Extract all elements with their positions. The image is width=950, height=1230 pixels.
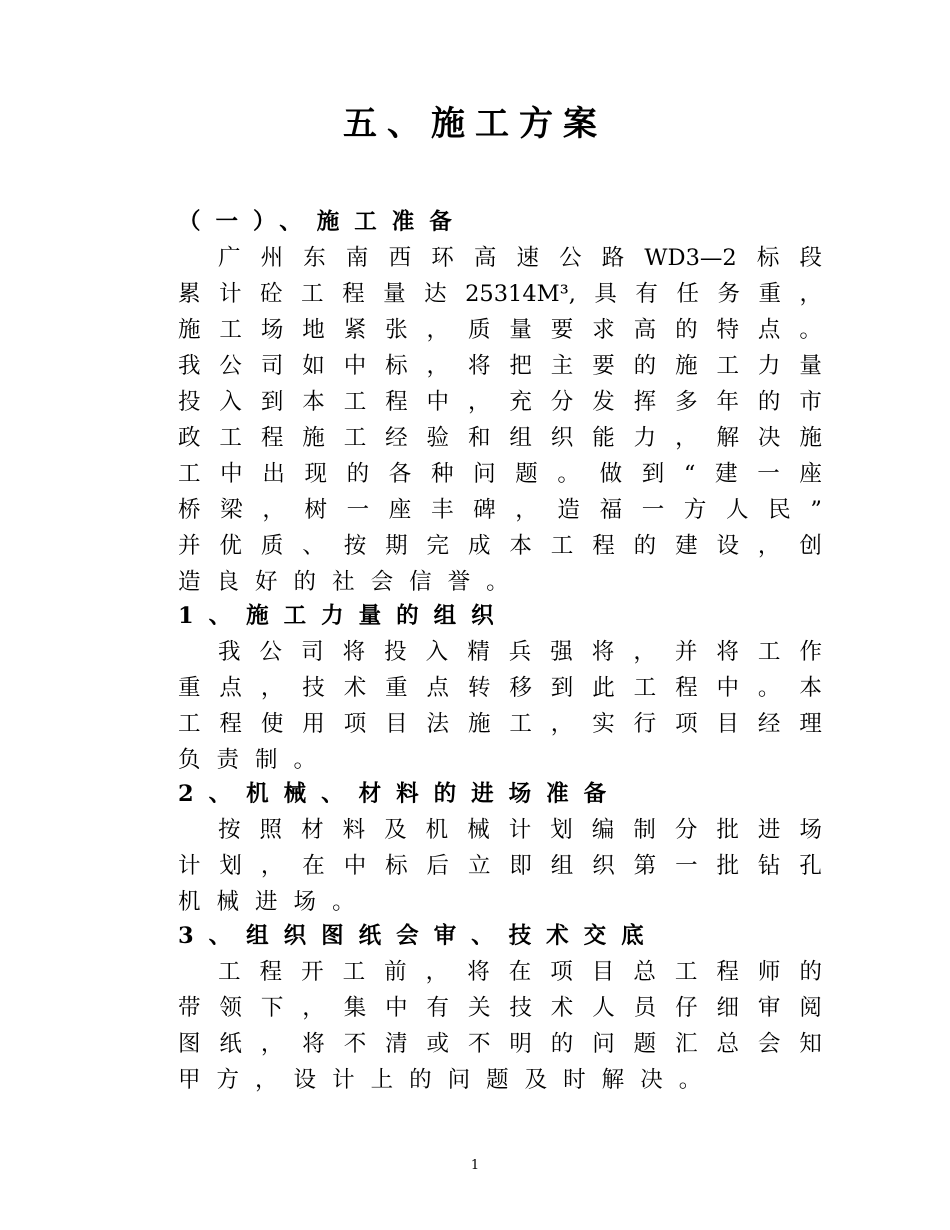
body-line: 甲 方 ， 设 计 上 的 问 题 及 时 解 决 。 — [178, 1067, 702, 1093]
body-line: 工 程 开 工 前 ， 将 在 项 目 总 工 程 师 的 — [218, 959, 822, 985]
body-line: 广 州 东 南 西 环 高 速 公 路 WD3—2 标 段 — [218, 245, 822, 271]
section-heading-drawing-review: 3、组织图纸会审、技术交底 — [178, 923, 659, 949]
body-line: 造 良 好 的 社 会 信 誉 。 — [178, 569, 509, 595]
body-line: 带 领 下 ， 集 中 有 关 技 术 人 员 仔 细 审 阅 — [178, 995, 822, 1021]
body-line: 累 计 砼 工 程 量 达 25314M³, 具 有 任 务 重 ， — [178, 281, 822, 307]
body-line: 投 入 到 本 工 程 中 ， 充 分 发 挥 多 年 的 市 — [178, 389, 822, 415]
body-line: 计 划 ， 在 中 标 后 立 即 组 织 第 一 批 钻 孔 — [178, 853, 822, 879]
body-line: 桥 梁 ， 树 一 座 丰 碑 ， 造 福 一 方 人 民 ” — [178, 497, 822, 523]
body-line: 我 公 司 将 投 入 精 兵 强 将 ， 并 将 工 作 — [218, 639, 822, 665]
body-line: 政 工 程 施 工 经 验 和 组 织 能 力 ， 解 决 施 — [178, 425, 822, 451]
body-line: 重 点 ， 技 术 重 点 转 移 到 此 工 程 中 。 本 — [178, 675, 822, 701]
body-line: 负 责 制 。 — [178, 747, 317, 773]
section-heading-prep: （一）、施工准备 — [178, 209, 467, 235]
body-line: 工 中 出 现 的 各 种 问 题 。 做 到 “ 建 一 座 — [178, 461, 822, 487]
body-line: 按 照 材 料 及 机 械 计 划 编 制 分 批 进 场 — [218, 817, 822, 843]
page-number: 1 — [470, 1158, 480, 1173]
body-line: 机 械 进 场 。 — [178, 889, 355, 915]
body-line: 施 工 场 地 紧 张 ， 质 量 要 求 高 的 特 点 。 — [178, 317, 822, 343]
section-heading-machinery: 2、机械、材料的进场准备 — [178, 781, 622, 807]
body-line: 图 纸 ， 将 不 清 或 不 明 的 问 题 汇 总 会 知 — [178, 1031, 822, 1057]
section-heading-workforce: 1、施工力量的组织 — [178, 603, 509, 629]
body-line: 并 优 质 、 按 期 完 成 本 工 程 的 建 设 ， 创 — [178, 533, 822, 559]
body-line: 我 公 司 如 中 标 ， 将 把 主 要 的 施 工 力 量 — [178, 353, 822, 379]
page-title: 五、施工方案 — [343, 104, 607, 144]
body-line: 工 程 使 用 项 目 法 施 工 ， 实 行 项 目 经 理 — [178, 711, 822, 737]
